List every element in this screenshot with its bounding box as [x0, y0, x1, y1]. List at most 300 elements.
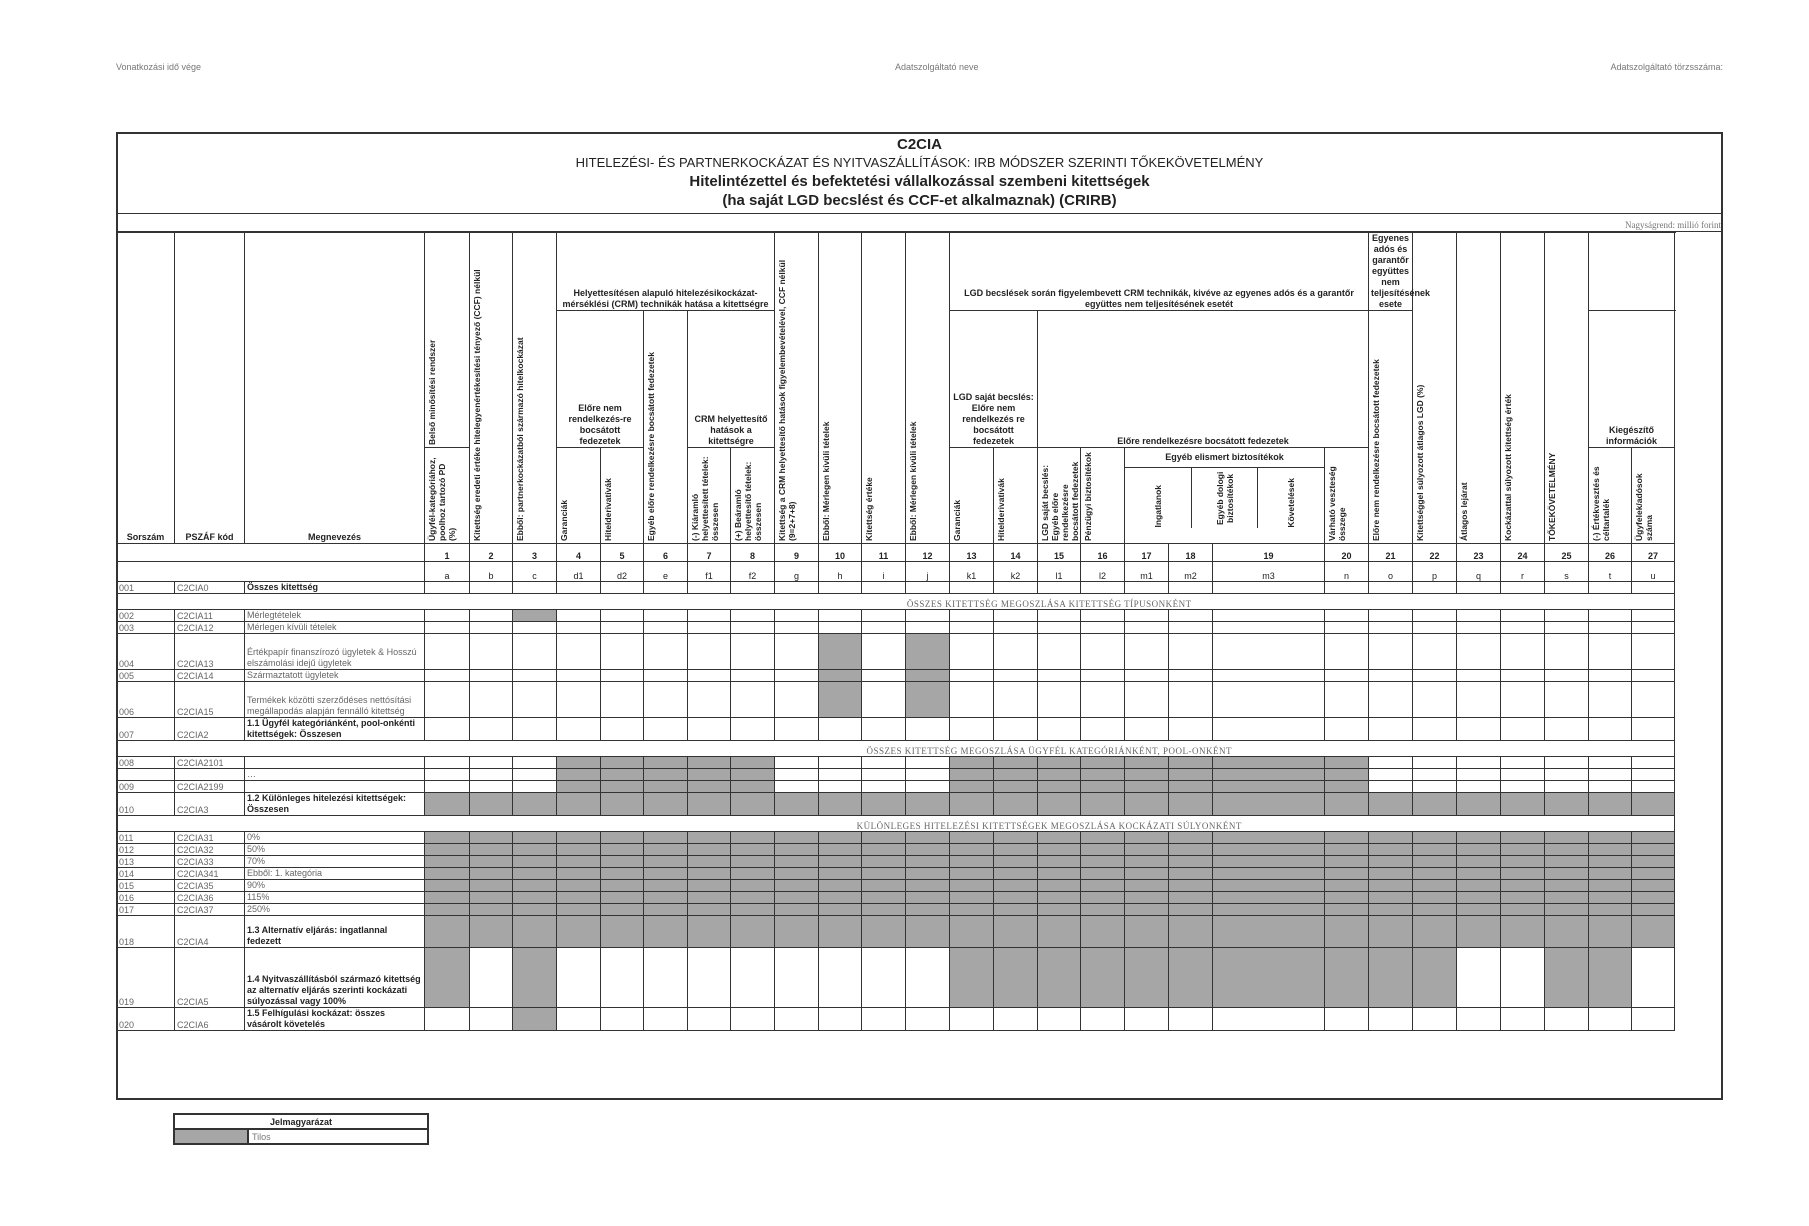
- input-cell[interactable]: [1038, 634, 1081, 670]
- input-cell[interactable]: [775, 1008, 819, 1031]
- input-cell[interactable]: [644, 670, 688, 682]
- forbidden-cell: [1589, 832, 1632, 844]
- input-cell[interactable]: [1125, 634, 1169, 670]
- input-cell[interactable]: [1545, 682, 1589, 718]
- input-cell[interactable]: [688, 670, 731, 682]
- input-cell[interactable]: [1413, 634, 1457, 670]
- input-cell[interactable]: [1632, 718, 1675, 741]
- num-spacer: [117, 544, 425, 562]
- input-cell[interactable]: [819, 622, 862, 634]
- input-cell[interactable]: [775, 610, 819, 622]
- forbidden-cell: [1125, 904, 1169, 916]
- input-cell[interactable]: [906, 622, 950, 634]
- input-cell[interactable]: [775, 634, 819, 670]
- input-cell[interactable]: [1369, 610, 1413, 622]
- input-cell[interactable]: [1169, 622, 1213, 634]
- input-cell[interactable]: [1213, 634, 1325, 670]
- input-cell[interactable]: [425, 634, 470, 670]
- input-cell[interactable]: [1413, 769, 1457, 781]
- column-label: Ügyfél-kategóriához, poolhoz tartozó PD (%): [427, 457, 457, 541]
- input-cell[interactable]: [1589, 582, 1632, 594]
- input-cell[interactable]: [1213, 610, 1325, 622]
- input-cell[interactable]: [1545, 634, 1589, 670]
- forbidden-cell: [994, 793, 1038, 816]
- input-cell[interactable]: [1213, 718, 1325, 741]
- input-cell[interactable]: [688, 948, 731, 1008]
- input-cell[interactable]: [775, 682, 819, 718]
- input-cell[interactable]: [688, 682, 731, 718]
- input-cell[interactable]: [688, 1008, 731, 1031]
- input-cell[interactable]: [425, 757, 470, 769]
- input-cell[interactable]: [425, 582, 470, 594]
- input-cell[interactable]: [862, 718, 906, 741]
- input-cell[interactable]: [906, 610, 950, 622]
- forbidden-cell: [819, 793, 862, 816]
- input-cell[interactable]: [1369, 682, 1413, 718]
- input-cell[interactable]: [1413, 757, 1457, 769]
- input-cell[interactable]: [513, 582, 557, 594]
- input-cell[interactable]: [1501, 769, 1545, 781]
- input-cell[interactable]: [1413, 622, 1457, 634]
- input-cell[interactable]: [862, 670, 906, 682]
- input-cell[interactable]: [1413, 682, 1457, 718]
- forbidden-cell: [644, 844, 688, 856]
- input-cell[interactable]: [644, 682, 688, 718]
- input-cell[interactable]: [644, 948, 688, 1008]
- input-cell[interactable]: [731, 582, 775, 594]
- input-cell[interactable]: [775, 781, 819, 793]
- col-number: 12: [906, 544, 950, 562]
- input-cell[interactable]: [425, 769, 470, 781]
- input-cell[interactable]: [906, 757, 950, 769]
- input-cell[interactable]: [731, 718, 775, 741]
- input-cell[interactable]: [1369, 582, 1413, 594]
- input-cell[interactable]: [1545, 670, 1589, 682]
- forbidden-cell: [1369, 793, 1413, 816]
- row-number: 008: [117, 757, 175, 769]
- input-cell[interactable]: [425, 718, 470, 741]
- input-cell[interactable]: [1632, 634, 1675, 670]
- input-cell[interactable]: [1632, 682, 1675, 718]
- input-cell[interactable]: [1038, 1008, 1081, 1031]
- input-cell[interactable]: [1369, 1008, 1413, 1031]
- input-cell[interactable]: [1457, 948, 1501, 1008]
- input-cell[interactable]: [906, 769, 950, 781]
- input-cell[interactable]: [1369, 670, 1413, 682]
- input-cell[interactable]: [1501, 718, 1545, 741]
- input-cell[interactable]: [1545, 769, 1589, 781]
- input-cell[interactable]: [470, 634, 513, 670]
- input-cell[interactable]: [1545, 757, 1589, 769]
- row-code: C2CIA341: [175, 868, 245, 880]
- input-cell[interactable]: [1589, 622, 1632, 634]
- input-cell[interactable]: [1038, 610, 1081, 622]
- input-cell[interactable]: [601, 948, 644, 1008]
- input-cell[interactable]: [731, 634, 775, 670]
- input-cell[interactable]: [1081, 622, 1125, 634]
- forbidden-cell: [1501, 880, 1545, 892]
- input-cell[interactable]: [425, 610, 470, 622]
- input-cell[interactable]: [1545, 582, 1589, 594]
- input-cell[interactable]: [470, 670, 513, 682]
- input-cell[interactable]: [1589, 682, 1632, 718]
- input-cell[interactable]: [1501, 948, 1545, 1008]
- input-cell[interactable]: [819, 718, 862, 741]
- input-cell[interactable]: [601, 634, 644, 670]
- input-cell[interactable]: [470, 582, 513, 594]
- input-cell[interactable]: [1125, 622, 1169, 634]
- input-cell[interactable]: [1632, 781, 1675, 793]
- input-cell[interactable]: [1457, 718, 1501, 741]
- input-cell[interactable]: [1413, 781, 1457, 793]
- column-label: Garanciák: [952, 499, 963, 541]
- input-cell[interactable]: [1081, 718, 1125, 741]
- input-cell[interactable]: [1325, 670, 1369, 682]
- input-cell[interactable]: [1632, 610, 1675, 622]
- input-cell[interactable]: [1457, 769, 1501, 781]
- input-cell[interactable]: [950, 634, 994, 670]
- input-cell[interactable]: [775, 670, 819, 682]
- input-cell[interactable]: [950, 622, 994, 634]
- input-cell[interactable]: [994, 1008, 1038, 1031]
- input-cell[interactable]: [1213, 582, 1325, 594]
- section-row: [117, 741, 1675, 757]
- forbidden-cell: [1457, 868, 1501, 880]
- input-cell[interactable]: [513, 769, 557, 781]
- input-cell[interactable]: [470, 622, 513, 634]
- input-cell[interactable]: [1125, 1008, 1169, 1031]
- input-cell[interactable]: [1369, 622, 1413, 634]
- input-cell[interactable]: [1632, 1008, 1675, 1031]
- input-cell[interactable]: [470, 610, 513, 622]
- input-cell[interactable]: [862, 769, 906, 781]
- input-cell[interactable]: [513, 718, 557, 741]
- input-cell[interactable]: [1457, 582, 1501, 594]
- forbidden-cell: [819, 832, 862, 844]
- input-cell[interactable]: [819, 757, 862, 769]
- input-cell[interactable]: [1457, 670, 1501, 682]
- input-cell[interactable]: [557, 582, 601, 594]
- input-cell[interactable]: [906, 1008, 950, 1031]
- input-cell[interactable]: [862, 622, 906, 634]
- col-number: 17: [1125, 544, 1169, 562]
- input-cell[interactable]: [862, 757, 906, 769]
- input-cell[interactable]: [601, 1008, 644, 1031]
- input-cell[interactable]: [513, 757, 557, 769]
- input-cell[interactable]: [1081, 670, 1125, 682]
- input-cell[interactable]: [1501, 682, 1545, 718]
- input-cell[interactable]: [1457, 622, 1501, 634]
- input-cell[interactable]: [994, 670, 1038, 682]
- input-cell[interactable]: [862, 1008, 906, 1031]
- input-cell[interactable]: [775, 582, 819, 594]
- input-cell[interactable]: [1038, 582, 1081, 594]
- input-cell[interactable]: [1589, 757, 1632, 769]
- forbidden-cell: [1413, 904, 1457, 916]
- input-cell[interactable]: [1545, 610, 1589, 622]
- input-cell[interactable]: [513, 781, 557, 793]
- input-cell[interactable]: [1125, 682, 1169, 718]
- legend-title: Jelmagyarázat: [174, 1114, 428, 1129]
- input-cell[interactable]: [1125, 718, 1169, 741]
- input-cell[interactable]: [1038, 718, 1081, 741]
- input-cell[interactable]: [862, 582, 906, 594]
- forbidden-cell: [513, 832, 557, 844]
- input-cell[interactable]: [557, 682, 601, 718]
- input-cell[interactable]: [950, 718, 994, 741]
- input-cell[interactable]: [1632, 582, 1675, 594]
- input-cell[interactable]: [775, 622, 819, 634]
- input-cell[interactable]: [1413, 582, 1457, 594]
- input-cell[interactable]: [731, 948, 775, 1008]
- input-cell[interactable]: [1325, 1008, 1369, 1031]
- input-cell[interactable]: [1413, 1008, 1457, 1031]
- input-cell[interactable]: [557, 948, 601, 1008]
- input-cell[interactable]: [1369, 769, 1413, 781]
- input-cell[interactable]: [557, 1008, 601, 1031]
- input-cell[interactable]: [601, 582, 644, 594]
- input-cell[interactable]: [1169, 610, 1213, 622]
- input-cell[interactable]: [1169, 718, 1213, 741]
- input-cell[interactable]: [601, 718, 644, 741]
- forbidden-cell: [1213, 769, 1325, 781]
- input-cell[interactable]: [819, 582, 862, 594]
- input-cell[interactable]: [1369, 718, 1413, 741]
- input-cell[interactable]: [1457, 757, 1501, 769]
- input-cell[interactable]: [644, 634, 688, 670]
- input-cell[interactable]: [1589, 769, 1632, 781]
- input-cell[interactable]: [1213, 670, 1325, 682]
- group-crm: Helyettesítésen alapuló hitelezésikockázat-mérséklési (CRM) technikák hatása a kitettségre: [557, 233, 775, 311]
- input-cell[interactable]: [950, 670, 994, 682]
- input-cell[interactable]: [1081, 634, 1125, 670]
- input-cell[interactable]: [1325, 622, 1369, 634]
- input-cell[interactable]: [1457, 610, 1501, 622]
- input-cell[interactable]: [1589, 670, 1632, 682]
- input-cell[interactable]: [994, 622, 1038, 634]
- forbidden-cell: [1081, 880, 1125, 892]
- input-cell[interactable]: [950, 682, 994, 718]
- input-cell[interactable]: [470, 682, 513, 718]
- input-cell[interactable]: [1169, 1008, 1213, 1031]
- input-cell[interactable]: [731, 610, 775, 622]
- input-cell[interactable]: [1501, 757, 1545, 769]
- input-cell[interactable]: [1125, 610, 1169, 622]
- input-cell[interactable]: [1545, 781, 1589, 793]
- input-cell[interactable]: [557, 622, 601, 634]
- input-cell[interactable]: [1325, 610, 1369, 622]
- input-cell[interactable]: [644, 582, 688, 594]
- input-cell[interactable]: [775, 769, 819, 781]
- input-cell[interactable]: [1589, 610, 1632, 622]
- input-cell[interactable]: [470, 757, 513, 769]
- input-cell[interactable]: [862, 610, 906, 622]
- input-cell[interactable]: [950, 610, 994, 622]
- input-cell[interactable]: [425, 682, 470, 718]
- input-cell[interactable]: [1589, 634, 1632, 670]
- input-cell[interactable]: [1501, 670, 1545, 682]
- input-cell[interactable]: [1369, 757, 1413, 769]
- input-cell[interactable]: [994, 682, 1038, 718]
- input-cell[interactable]: [1501, 582, 1545, 594]
- input-cell[interactable]: [557, 718, 601, 741]
- input-cell[interactable]: [470, 781, 513, 793]
- input-cell[interactable]: [1038, 682, 1081, 718]
- input-cell[interactable]: [1125, 670, 1169, 682]
- input-cell[interactable]: [862, 781, 906, 793]
- input-cell[interactable]: [1325, 582, 1369, 594]
- input-cell[interactable]: [862, 682, 906, 718]
- input-cell[interactable]: [1632, 769, 1675, 781]
- input-cell[interactable]: [557, 610, 601, 622]
- input-cell[interactable]: [644, 610, 688, 622]
- input-cell[interactable]: [1169, 582, 1213, 594]
- input-cell[interactable]: [906, 781, 950, 793]
- input-cell[interactable]: [470, 769, 513, 781]
- forbidden-cell: [1125, 868, 1169, 880]
- input-cell[interactable]: [775, 948, 819, 1008]
- input-cell[interactable]: [906, 948, 950, 1008]
- input-cell[interactable]: [731, 622, 775, 634]
- input-cell[interactable]: [644, 622, 688, 634]
- input-cell[interactable]: [1369, 634, 1413, 670]
- input-cell[interactable]: [513, 634, 557, 670]
- input-cell[interactable]: [1081, 1008, 1125, 1031]
- input-cell[interactable]: [1501, 610, 1545, 622]
- input-cell[interactable]: [819, 781, 862, 793]
- input-cell[interactable]: [1632, 670, 1675, 682]
- input-cell[interactable]: [1413, 610, 1457, 622]
- input-cell[interactable]: [1632, 948, 1675, 1008]
- input-cell[interactable]: [688, 582, 731, 594]
- input-cell[interactable]: [644, 718, 688, 741]
- forbidden-cell: [557, 856, 601, 868]
- input-cell[interactable]: [470, 1008, 513, 1031]
- input-cell[interactable]: [1632, 622, 1675, 634]
- input-cell[interactable]: [1213, 1008, 1325, 1031]
- input-cell[interactable]: [994, 582, 1038, 594]
- input-cell[interactable]: [688, 610, 731, 622]
- input-cell[interactable]: [1213, 622, 1325, 634]
- input-cell[interactable]: [950, 1008, 994, 1031]
- input-cell[interactable]: [1038, 622, 1081, 634]
- input-cell[interactable]: [950, 582, 994, 594]
- input-cell[interactable]: [601, 682, 644, 718]
- input-cell[interactable]: [1589, 781, 1632, 793]
- input-cell[interactable]: [1501, 1008, 1545, 1031]
- input-cell[interactable]: [775, 718, 819, 741]
- input-cell[interactable]: [513, 682, 557, 718]
- input-cell[interactable]: [1501, 634, 1545, 670]
- input-cell[interactable]: [1081, 610, 1125, 622]
- input-cell[interactable]: [862, 948, 906, 1008]
- input-cell[interactable]: [1369, 781, 1413, 793]
- input-cell[interactable]: [1169, 634, 1213, 670]
- forbidden-cell: [906, 892, 950, 904]
- input-cell[interactable]: [1325, 634, 1369, 670]
- input-cell[interactable]: [1457, 781, 1501, 793]
- input-cell[interactable]: [1545, 622, 1589, 634]
- input-cell[interactable]: [1589, 1008, 1632, 1031]
- forbidden-cell: [950, 880, 994, 892]
- input-cell[interactable]: [906, 718, 950, 741]
- input-cell[interactable]: [557, 634, 601, 670]
- forbidden-cell: [1413, 844, 1457, 856]
- input-cell[interactable]: [1081, 682, 1125, 718]
- input-cell[interactable]: [1081, 582, 1125, 594]
- input-cell[interactable]: [425, 670, 470, 682]
- input-cell[interactable]: [862, 634, 906, 670]
- header-divider: [116, 213, 1723, 214]
- input-cell[interactable]: [1589, 718, 1632, 741]
- input-cell[interactable]: [1213, 682, 1325, 718]
- input-cell[interactable]: [819, 948, 862, 1008]
- column-label: Ebből: partnerkockázatból származó hitelkockázat: [515, 337, 525, 541]
- input-cell[interactable]: [1545, 718, 1589, 741]
- input-cell[interactable]: [1169, 670, 1213, 682]
- input-cell[interactable]: [470, 718, 513, 741]
- input-cell[interactable]: [731, 670, 775, 682]
- input-cell[interactable]: [1325, 718, 1369, 741]
- input-cell[interactable]: [513, 670, 557, 682]
- input-cell[interactable]: [994, 634, 1038, 670]
- input-cell[interactable]: [1632, 757, 1675, 769]
- input-cell[interactable]: [513, 622, 557, 634]
- input-cell[interactable]: [819, 1008, 862, 1031]
- input-cell[interactable]: [688, 718, 731, 741]
- row-number: 015: [117, 880, 175, 892]
- row-label: 1.4 Nyitvaszállításból származó kitettség az alternatív eljárás szerinti kockázati súlyozással vagy 100%: [245, 948, 425, 1008]
- input-cell[interactable]: [688, 622, 731, 634]
- input-cell[interactable]: [1457, 1008, 1501, 1031]
- row-label: Mérlegtételek: [245, 610, 425, 622]
- forbidden-cell: [1169, 856, 1213, 868]
- input-cell[interactable]: [1325, 682, 1369, 718]
- input-cell[interactable]: [731, 682, 775, 718]
- input-cell[interactable]: [994, 718, 1038, 741]
- input-cell[interactable]: [425, 1008, 470, 1031]
- input-cell[interactable]: [1038, 670, 1081, 682]
- input-cell[interactable]: [1169, 682, 1213, 718]
- input-cell[interactable]: [1545, 1008, 1589, 1031]
- input-cell[interactable]: [1413, 670, 1457, 682]
- input-cell[interactable]: [1413, 718, 1457, 741]
- input-cell[interactable]: [470, 948, 513, 1008]
- input-cell[interactable]: [906, 582, 950, 594]
- input-cell[interactable]: [1457, 682, 1501, 718]
- input-cell[interactable]: [425, 622, 470, 634]
- input-cell[interactable]: [1457, 634, 1501, 670]
- forbidden-cell: [994, 880, 1038, 892]
- input-cell[interactable]: [557, 670, 601, 682]
- input-cell[interactable]: [775, 757, 819, 769]
- input-cell[interactable]: [601, 610, 644, 622]
- input-cell[interactable]: [688, 634, 731, 670]
- input-cell[interactable]: [819, 610, 862, 622]
- input-cell[interactable]: [819, 769, 862, 781]
- input-cell[interactable]: [601, 622, 644, 634]
- input-cell[interactable]: [1501, 781, 1545, 793]
- forbidden-cell: [1213, 793, 1325, 816]
- input-cell[interactable]: [644, 1008, 688, 1031]
- input-cell[interactable]: [601, 670, 644, 682]
- input-cell[interactable]: [994, 610, 1038, 622]
- input-cell[interactable]: [425, 781, 470, 793]
- input-cell[interactable]: [1125, 582, 1169, 594]
- input-cell[interactable]: [1501, 622, 1545, 634]
- input-cell[interactable]: [731, 1008, 775, 1031]
- row-number: 006: [117, 682, 175, 718]
